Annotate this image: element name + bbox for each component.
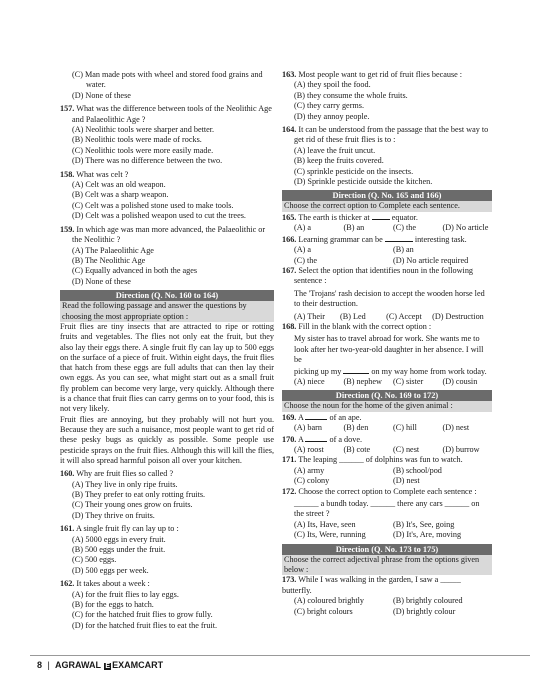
option-b: (B) den — [343, 423, 369, 433]
brand-name-2: EXAMCART — [112, 660, 164, 670]
direction-header-169-172: Direction (Q. No. 169 to 172) — [282, 390, 492, 401]
question-number: 171. — [282, 455, 297, 465]
question-163 — [282, 70, 492, 122]
option-c: (C) nest — [393, 445, 420, 454]
option-b: (B) The Neolithic Age — [72, 255, 146, 265]
option-d: (D) brightly colour — [393, 606, 456, 616]
question-text-cont: the Neolithic ? — [72, 235, 121, 245]
option-c: (C) bright colours — [294, 606, 353, 616]
page-number: 8 — [37, 660, 43, 670]
direction-line-2: below : — [284, 565, 309, 575]
question-157 — [60, 104, 274, 166]
option-c: (C) hill — [393, 423, 417, 433]
question-text: In which age was man more advanced, the Palaeolithic or — [76, 224, 266, 234]
option-c: (C) Celt was a polished stone used to make tools. — [72, 200, 234, 210]
option-c: (C) for the hatched fruit flies to grow fully. — [72, 610, 213, 620]
option-b: (B) keep the fruits covered. — [294, 156, 384, 166]
question-164 — [282, 125, 492, 187]
option-a: (A) a — [294, 223, 312, 233]
question-number: 173. — [282, 575, 297, 585]
option-d: (D) nest — [442, 423, 470, 433]
page-footer — [37, 660, 163, 670]
question-text: What was celt ? — [76, 169, 129, 179]
question-passage-line-3-end: on my way home from work today. — [371, 366, 487, 376]
question-172 — [282, 487, 492, 541]
question-text-end: interesting task. — [414, 234, 467, 244]
question-text: The leaping ______ of dolphins was fun to watch. — [298, 455, 463, 465]
option-b: (B) for the eggs to hatch. — [72, 599, 154, 609]
option-b: (B) nephew — [343, 376, 382, 386]
question-167 — [282, 266, 492, 322]
brand-logo-icon: E — [105, 663, 111, 670]
option-a: (A) Its, Have, seen — [294, 519, 356, 529]
option-a: (A) barn — [294, 423, 322, 433]
question-text: Choose the correct option to Complete each sentence : — [298, 486, 477, 496]
option-d: (D) It's, Are, moving — [393, 530, 462, 540]
option-b: (B) they consume the whole fruits. — [294, 90, 408, 100]
direction-instruction — [60, 301, 274, 322]
direction-instruction: Choose the noun for the home of the given animal : — [282, 401, 492, 411]
question-number: 162. — [60, 579, 75, 589]
direction-line-2: choosing the most appropriate option : — [62, 311, 189, 321]
option-d: (D) nest — [393, 476, 420, 486]
option-d: (D) Destruction — [432, 311, 484, 321]
question-156-tail — [60, 70, 274, 101]
option-d: (D) burrow — [442, 445, 480, 454]
question-number: 165. — [282, 212, 297, 222]
option-c: (C) Their young ones grow on fruits. — [72, 500, 193, 510]
option-d: (D) No article required — [393, 255, 469, 265]
question-number: 168. — [282, 321, 297, 331]
question-text-cont: and Palaeolithic Age ? — [72, 114, 146, 124]
option-a: (A) They live in only ripe fruits. — [72, 479, 178, 489]
blank — [372, 212, 390, 220]
option-b: (B) an — [343, 223, 365, 233]
option-c: (C) 500 eggs. — [72, 555, 117, 565]
brand-name: AGRAWAL — [55, 660, 101, 670]
question-text: A single fruit fly can lay up to : — [75, 524, 179, 534]
option-a: (A) leave the fruit uncut. — [294, 145, 376, 155]
option-c: (C) the — [393, 223, 416, 233]
question-sentence-line-1: ______ a bundh today. ______ there any cars ______ on — [294, 499, 480, 509]
option-b: (B) brightly coloured — [393, 596, 463, 606]
question-number: 157. — [60, 104, 75, 114]
question-number: 163. — [282, 70, 297, 79]
right-column — [282, 70, 492, 617]
option-d: (D) None of these — [72, 276, 131, 286]
question-number: 166. — [282, 234, 297, 244]
option-a: (A) Celt was an old weapon. — [72, 180, 166, 190]
question-text: It can be understood from the passage that the best way to — [298, 125, 489, 135]
option-d: (D) They thrive on fruits. — [72, 510, 155, 520]
question-162 — [60, 579, 274, 631]
option-a: (A) 5000 eggs in every fruit. — [72, 534, 166, 544]
option-d: (D) Sprinkle pesticide outside the kitchen. — [294, 177, 433, 187]
question-sentence: The 'Trojans' rash decision to accept the wooden horse led to their destruction. — [294, 288, 485, 309]
option-b: (B) Celt was a sharp weapon. — [72, 190, 169, 200]
option-c: (C) sister — [393, 376, 424, 386]
option-b: (B) They prefer to eat only rotting fruits. — [72, 489, 206, 499]
option-a: (A) they spoil the food. — [294, 80, 371, 90]
question-text-end: equator. — [391, 212, 418, 222]
option-d: (D) they annoy people. — [294, 111, 370, 121]
question-number: 167. — [282, 265, 297, 275]
direction-header-173-175: Direction (Q. No. 173 to 175) — [282, 544, 492, 555]
option-c: (C) colony — [294, 476, 330, 486]
option-c-cont: water. — [86, 80, 106, 90]
question-text: What was the difference between tools of the Neolithic Age — [76, 104, 272, 114]
question-text-cont: sentence : — [294, 276, 327, 286]
direction-instruction: Choose the correct option to Complete each sentence. — [282, 201, 492, 211]
question-number: 170. — [282, 434, 297, 444]
footer-divider — [30, 655, 530, 656]
direction-line-1: Choose the correct adjectival phrase from the options given — [284, 554, 480, 564]
blank — [385, 234, 413, 242]
passage-paragraph-1: Fruit flies are tiny insects that are attracted to ripe or rotting fruits and vegetables. The flies not only eat the fruit, but they also lay their eggs there. A single fruit fly can lay up to 500 eggs on the surface of a piece of fruit. Within eight days, the fruit flies that hatch from these eggs are full adults that can then lay their own eggs. As you can see, what might start out as a small fruit fly problem can become very large, very quickly. Although there is a chance that fruit flies can carry germs on to your food, this is not very likely. — [60, 321, 274, 414]
question-text: It takes about a week : — [76, 579, 150, 589]
question-166 — [282, 234, 492, 266]
question-168 — [282, 322, 492, 387]
option-b: (B) Led — [340, 311, 366, 321]
option-c: (C) they carry germs. — [294, 101, 365, 111]
option-c: (C) Its, Were, running — [294, 530, 366, 540]
option-a: (A) a — [294, 245, 312, 255]
question-passage-line-1: My sister has to travel abroad for work. She wants me to — [294, 334, 480, 344]
question-number: 169. — [282, 412, 297, 422]
option-a: (A) niece — [294, 376, 325, 386]
question-text-cont: get rid of these fruit flies is to : — [294, 135, 396, 145]
option-a: (A) Neolithic tools were sharper and better. — [72, 125, 215, 135]
question-number: 160. — [60, 469, 75, 479]
question-169 — [282, 412, 492, 434]
question-161 — [60, 524, 274, 576]
blank — [305, 412, 327, 420]
question-text-end: of an ape. — [329, 412, 362, 422]
option-d: (D) None of these — [72, 90, 131, 100]
option-d: (D) 500 eggs per week. — [72, 565, 149, 575]
direction-header-160-164: Direction (Q. No. 160 to 164) — [60, 290, 274, 301]
question-173 — [282, 575, 492, 617]
direction-line-1: Read the following passage and answer the questions by — [62, 301, 247, 311]
option-c: (C) Accept — [386, 311, 422, 321]
question-number: 159. — [60, 224, 75, 234]
option-b: (B) Neolithic tools were made of rocks. — [72, 135, 202, 145]
question-number: 164. — [282, 125, 297, 135]
question-number: 172. — [282, 486, 297, 496]
option-b: (B) cote — [343, 445, 371, 454]
option-a: (A) The Palaeolithic Age — [72, 245, 154, 255]
question-sentence-line-2: the street ? — [294, 509, 330, 519]
footer-separator: | — [47, 660, 50, 670]
question-text: Fill in the blank with the correct option : — [298, 321, 432, 331]
question-number: 161. — [60, 524, 75, 534]
option-b: (B) It's, See, going — [393, 519, 455, 529]
question-passage-line-2: look after her two-year-old daughter in her absence. I will be — [294, 344, 484, 365]
option-d: (D) Celt was a polished weapon used to cut the trees. — [72, 211, 246, 221]
option-b: (B) 500 eggs under the fruit. — [72, 544, 166, 554]
option-c: (C) the — [294, 255, 317, 265]
question-171 — [282, 455, 492, 486]
question-text: Most people want to get rid of fruit flies because : — [298, 70, 463, 79]
blank — [343, 366, 369, 374]
direction-instruction — [282, 555, 492, 576]
passage-paragraph-2: Fruit flies are annoying, but they probably will not hurt you. Because they are such a nuisance, most people want to get rid of these pesky bugs as quickly as possible. Some people use pesticide sprays on the fruit flies. Although this will kill the flies, it will also spread harmful poison all over your kitchen. — [60, 414, 274, 465]
question-text-end: of a dove. — [329, 434, 363, 444]
blank — [305, 434, 327, 442]
left-column — [60, 70, 274, 631]
option-c: (C) Neolithic tools were more easily made. — [72, 145, 214, 155]
option-b: (B) school/pod — [393, 465, 442, 475]
option-d: (D) There was no difference between the two. — [72, 156, 223, 166]
question-number: 158. — [60, 169, 75, 179]
question-text: Select the option that identifies noun in the following — [298, 265, 474, 275]
question-text: A — [297, 412, 304, 422]
option-c: (C) Man made pots with wheel and stored food grains and — [72, 70, 263, 79]
question-160 — [60, 469, 274, 521]
option-a: (A) Their — [294, 311, 325, 321]
option-b: (B) an — [393, 245, 414, 255]
question-text: The earth is thicker at — [298, 212, 370, 222]
question-text: Why are fruit flies so called ? — [76, 469, 174, 479]
option-c: (C) sprinkle pesticide on the insects. — [294, 166, 414, 176]
option-a: (A) army — [294, 465, 325, 475]
question-text: While I was walking in the garden, I saw a _____ butterfly. — [282, 575, 461, 595]
question-170 — [282, 434, 492, 456]
option-a: (A) roost — [294, 445, 324, 454]
option-d: (D) for the hatched fruit flies to eat the fruit. — [72, 620, 218, 630]
option-a: (A) for the fruit flies to lay eggs. — [72, 589, 179, 599]
option-c: (C) Equally advanced in both the ages — [72, 266, 198, 276]
option-a: (A) coloured brightly — [294, 596, 365, 606]
question-text: Learning grammar can be — [298, 234, 383, 244]
question-158 — [60, 170, 274, 222]
question-165 — [282, 212, 492, 234]
question-passage-line-3: picking up my — [294, 366, 342, 376]
option-d: (D) No article — [442, 223, 489, 233]
question-159 — [60, 225, 274, 287]
question-text: A — [297, 434, 304, 444]
direction-header-165-166: Direction (Q. No. 165 and 166) — [282, 190, 492, 201]
option-d: (D) cousin — [442, 376, 478, 386]
